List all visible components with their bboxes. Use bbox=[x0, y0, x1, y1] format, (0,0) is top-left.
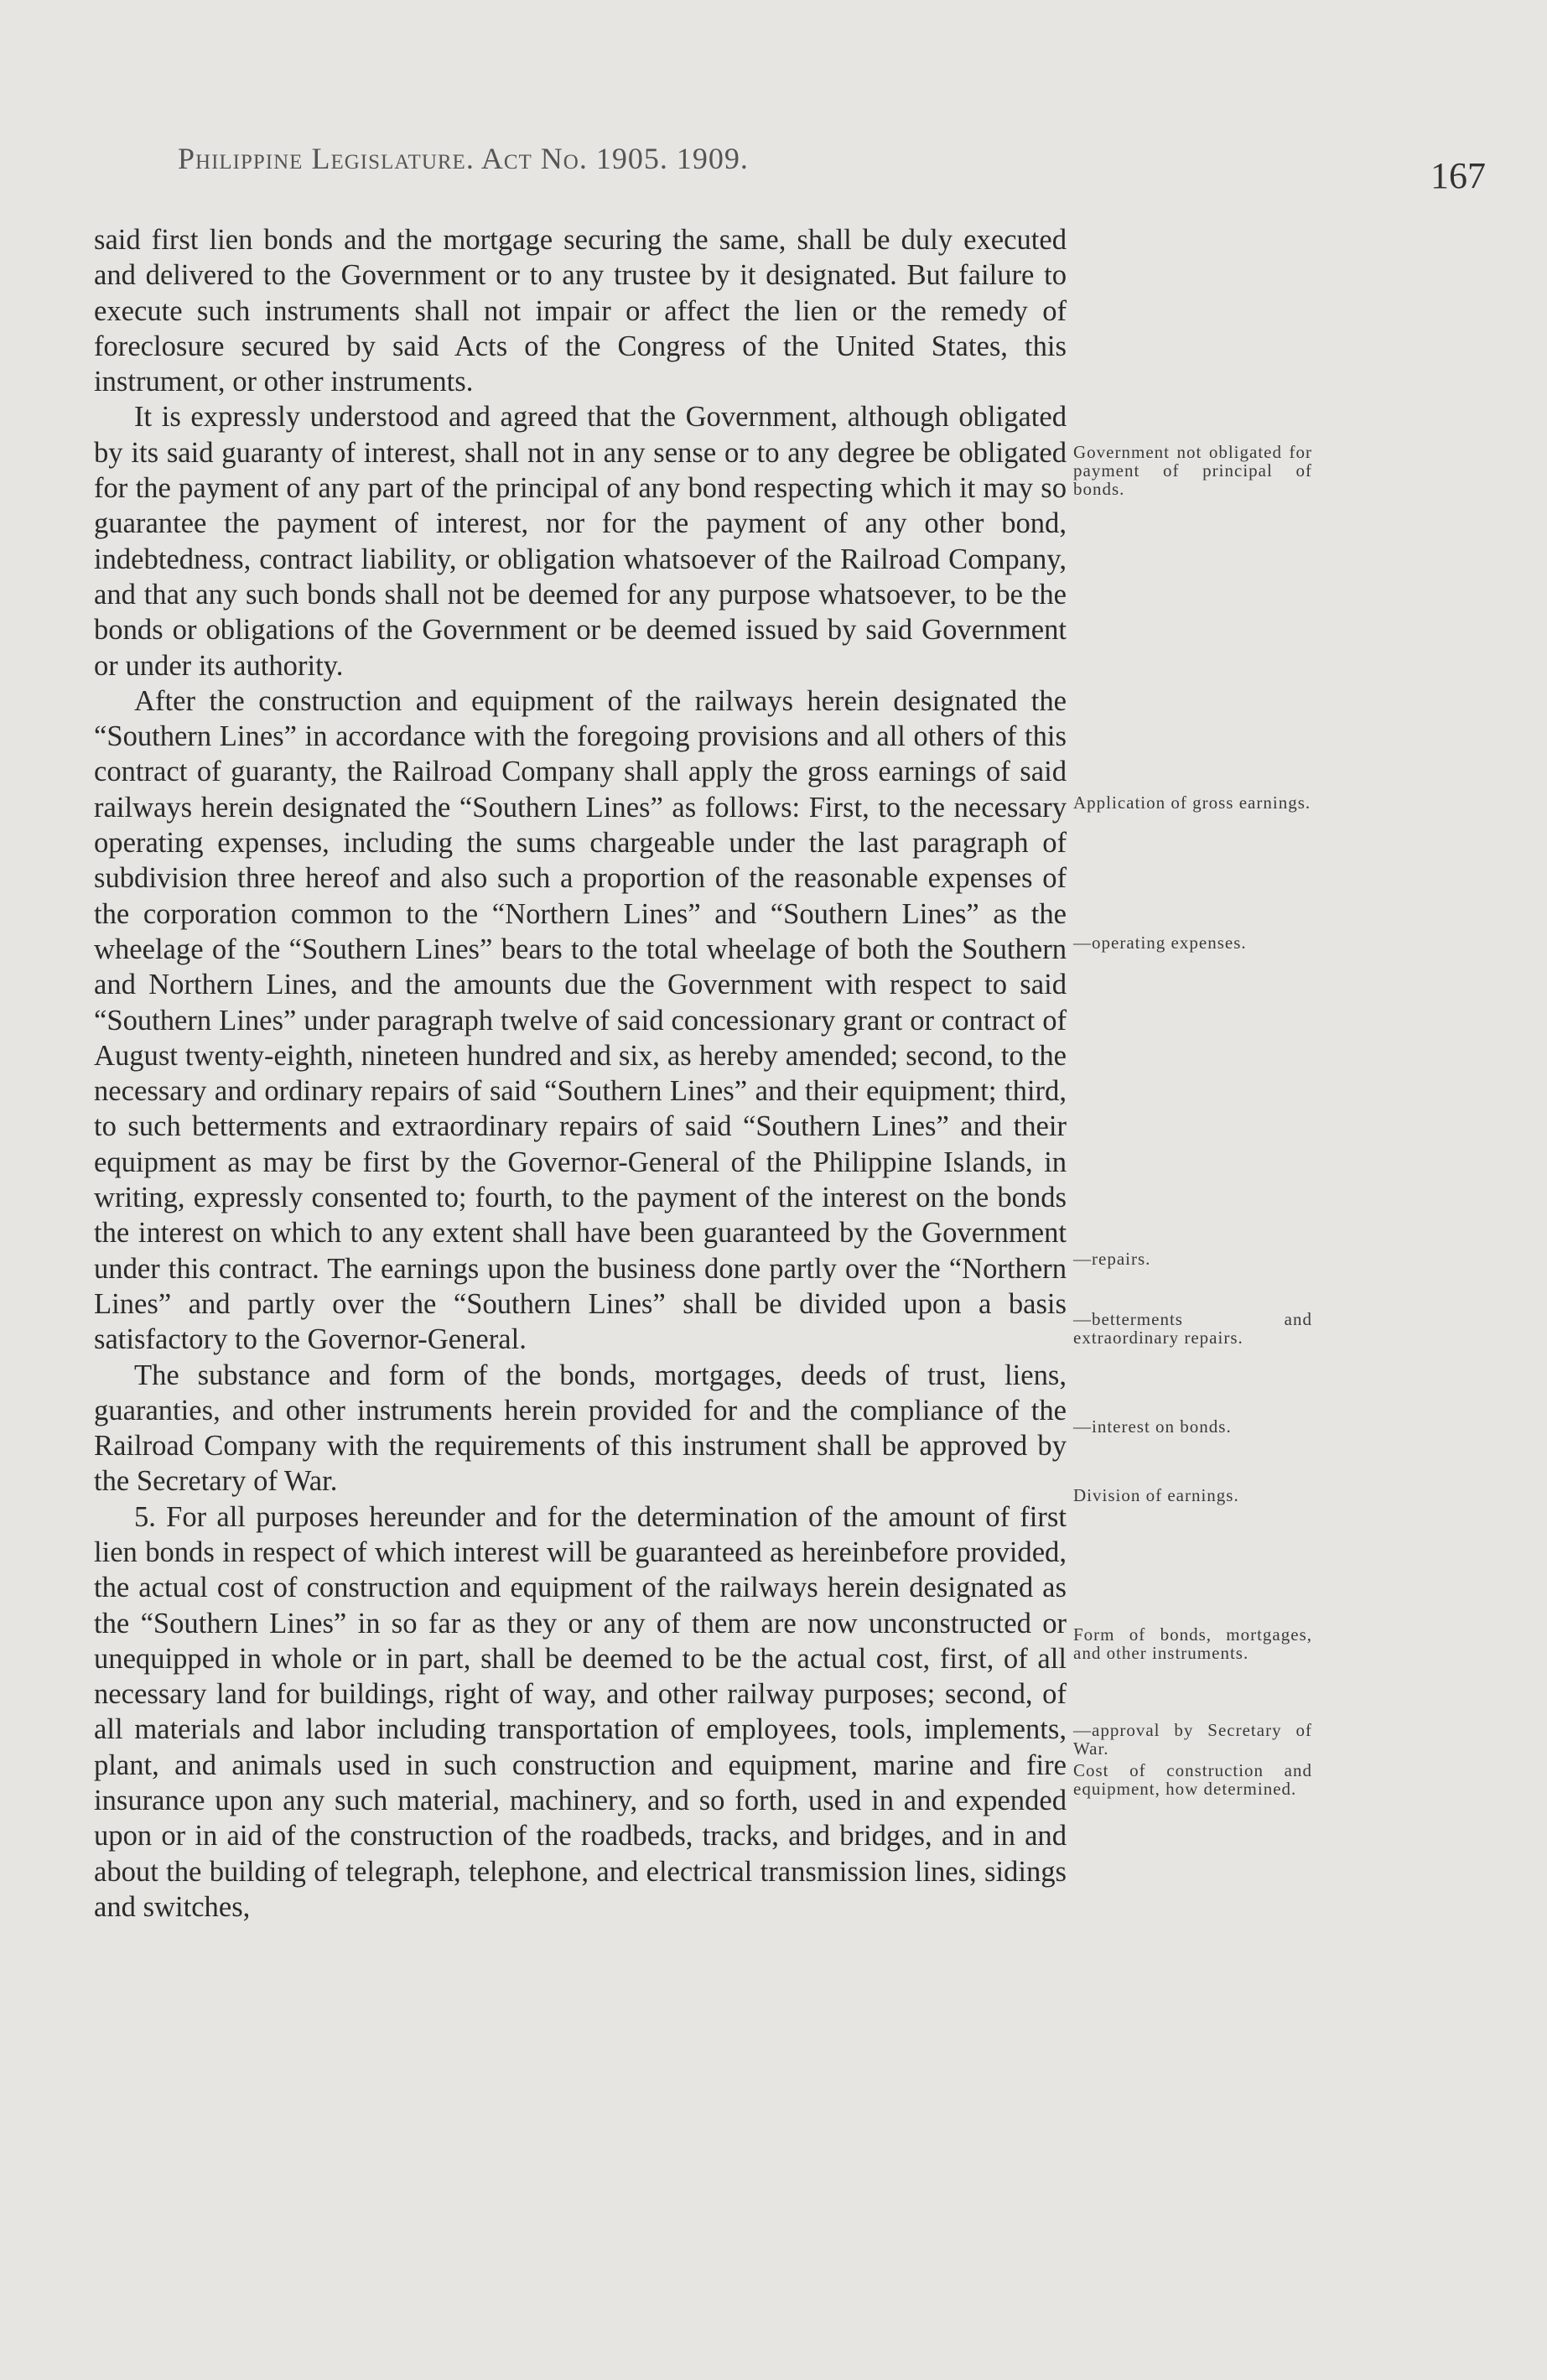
paragraph-3: After the construction and equipment of the railways herein designated the “Southern Lines” in accordance with the foregoing provisions and all others of this contract of guaranty, the Railroad Company shall apply the gross earnings of said railways herein designated the “Southern Lines” as follows: First, to the necessary operating expenses, including the sums chargeable under the last paragraph of subdivision three hereof and also such a proportion of the reasonable expenses of the corporation common to the “Northern Lines” and “Southern Lines” as the wheelage of the “Southern Lines” bears to the total wheelage of both the Southern and Northern Lines, and the amounts due the Government with respect to said “Southern Lines” under paragraph twelve of said concessionary grant or contract of August twenty-eighth, nineteen hundred and six, as hereby amended; second, to the necessary and ordinary repairs of said “Southern Lines” and their equipment; third, to such betterments and extraordinary repairs of said “Southern Lines” and their equipment as may be first by the Governor-General of the Philippine Islands, in writing, expressly consented to; fourth, to the payment of the interest on the bonds the interest on which to any extent shall have been guaranteed by the Government under this contract. The earnings upon the business done partly over the “Northern Lines” and partly over the “Southern Lines” shall be divided upon a basis satisfactory to the Governor-General. bbox=[94, 684, 1067, 1356]
body-text bbox=[94, 222, 1067, 1925]
margin-note-division-of-earnings: Division of earnings. bbox=[1073, 1485, 1239, 1505]
page-header bbox=[178, 133, 1486, 196]
margin-note-approval-secretary-of-war: —approval by Secretary of War. bbox=[1073, 1720, 1312, 1759]
margin-note-government-not-obligated: Government not obligated for payment of principal of bonds. bbox=[1073, 442, 1312, 499]
paragraph-5: 5. For all purposes hereunder and for the determination of the amount of first lien bonds in respect of which interest will be guaranteed as hereinbefore provided, the actual cost of construction and equipment of the railways herein designated as the “Southern Lines” in so far as they or any of them are now unconstructed or unequipped in whole or in part, shall be deemed to be the actual cost, first, of all necessary land for buildings, right of way, and other railway purposes; second, of all materials and labor including transportation of employees, tools, implements, plant, and animals used in such construction and equipment, marine and fire insurance upon any such material, machinery, and so forth, used in and expended upon or in aid of the construction of the roadbeds, tracks, and bridges, and in and about the building of telegraph, telephone, and electrical transmission lines, sidings and switches, bbox=[94, 1500, 1067, 1923]
margin-note-cost-of-construction: Cost of construction and equipment, how determined. bbox=[1073, 1760, 1312, 1799]
margin-note-repairs: —repairs. bbox=[1073, 1249, 1151, 1269]
margin-note-interest-on-bonds: —interest on bonds. bbox=[1073, 1416, 1232, 1437]
paragraph-2: It is expressly understood and agreed that the Government, although obligated by its said guaranty of interest, shall not in any sense or to any degree be obligated for the payment of any part of the principal of any bond respecting which it may so guarantee the payment of interest, nor for the payment of any other bond, indebtedness, contract liability, or obligation whatsoever of the Railroad Company, and that any such bonds shall not be deemed for any purpose whatsoever, to be the bonds or obligations of the Government or be deemed issued by said Government or under its authority. bbox=[94, 401, 1067, 682]
running-head: Philippine Legislature. Act No. 1905. 1909. bbox=[178, 142, 749, 175]
margin-note-form-of-bonds: Form of bonds, mortgages, and other instruments. bbox=[1073, 1624, 1312, 1663]
paragraph-1: said first lien bonds and the mortgage securing the same, shall be duly executed and delivered to the Government or to any trustee by it designated. But failure to execute such instruments shall not impair or affect the lien or the remedy of foreclosure secured by said Acts of the Congress of the United States, this instrument, or other instruments. bbox=[94, 224, 1067, 398]
paragraph-4: The substance and form of the bonds, mortgages, deeds of trust, liens, guaranties, and other instruments herein provided for and the compliance of the Railroad Company with the requirements of this instrument shall be approved by the Secretary of War. bbox=[94, 1359, 1067, 1498]
margin-note-operating-expenses: —operating expenses. bbox=[1073, 933, 1247, 953]
margin-note-application-of-gross-earnings: Application of gross earnings. bbox=[1073, 792, 1311, 813]
margin-note-betterments: —betterments and extraordinary repairs. bbox=[1073, 1309, 1312, 1348]
page-number: 167 bbox=[1430, 155, 1486, 196]
